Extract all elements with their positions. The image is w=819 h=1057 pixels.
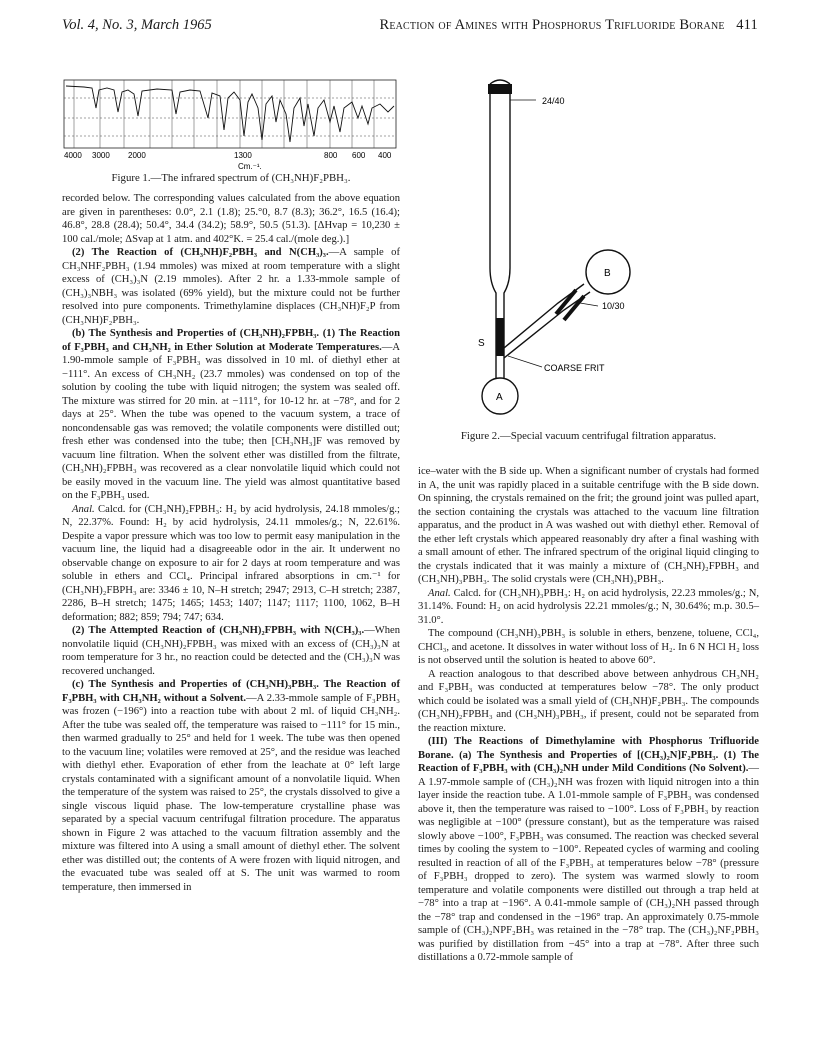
paragraph: (III) The Reactions of Dimethylamine with Phosphorus Trifluoride Borane. (a) The Synthesis and Properties of [(CH₃)₂N]F₂PBH₃. (1) The Reaction of F₃PBH₃ with (CH₃)₂NH under Mild Conditions (No Solvent).—A 1.97-mmole sample of (CH₃)₂NH was frozen with liquid nitrogen into a thin layer inside the reaction tube. A 1.01-mmole sample of F₃PBH₃ was condensed above it, then the temperature was raised to −100°. Loss of F₃PBH₃ by reaction was negligible at −100° (pressure constant), but as the temperature was raised slowly above −100°, F₃PBH₃ was consumed. The reaction was checked several times by cooling the system to −100°. Repeated cycles of warming and cooling resulted in reaction of all of the F₃PBH₃ at temperatures below −78° (pressure of F₃PBH₃ dropped to zero). The system was warmed slowly to room temperature and volatile components were distilled out through a trap held at −78° into a trap at −196°. A 0.41-mmole sample of (CH₃)₂NH passed through the −78° trap and condensed in the −196° trap. An approximately 0.75-mmole sample of (CH₃)₂NPF₂BH₃ was retained in the −78° trap. The (CH₃)₂NF₂PBH₃ was purified by distillation from −45° into a trap at −78°. After three such distillations a 0.72-mmole sample of [418,736,759,963]
figure2-caption: Figure 2.—Special vacuum centrifugal filtration apparatus. [460,430,717,442]
paragraph: Anal. Calcd. for (CH₃NH)₂FPBH₃: H₂ by acid hydrolysis, 24.18 mmoles/g.; N, 22.37%. Found: H₂ by acid hydrolysis, 24.11 mmoles/g.; N, 22.61%. Despite a vapor pressure which was too low to permit easy manipulation in the vacuum line, the liquid had a disagreeable odor in the air. It underwent no observable change on exposure to air for 2 days at room temperature and was soluble in ethers and CCl₄. Principal infrared absorptions in cm.⁻¹ for (CH₃NH)₂FBPH₃ are: 3346 ± 10, N–H stretch; 2947; 2913, C–H stretch; 2387, 2286, B–H stretch; 1475; 1465; 1453; 1407; 1147; 1117; 1100, 1062, B–H deformation; 882; 859; 794; 747; 634. [62,503,400,623]
paragraph: (c) The Synthesis and Properties of (CH₃NH)₃PBH₃. The Reaction of F₃PBH₃ with CH₃NH₂ without a Solvent.—A 2.33-mmole sample of F₃PBH₃ was frozen (−196°) into a reaction tube with about 2 ml. of liquid CH₃NH₂. After the tube was sealed off, the temperature was raised to −111° for 15 min., then warmed gradually to 25° and held for 1 week. The tube was then opened to the vacuum line; volatiles were removed at 25°, and the residue was leached with diethyl ether. Evaporation of ether from the leachate at 0° left large crystals contaminated with a significant amount of a nonvolatile liquid. When the temperature of the system was raised to 25°, the crystals dissolved to give a single viscous liquid phase. The low-temperature crystalline phase was separated by a special vacuum centrifugal filtration procedure. The apparatus shown in Figure 2 was attached to the vacuum filtration assembly and the mixture was filtered into A using a small amount of diethyl ether. The solvent ether was distilled out; the contents of A were frozen with liquid nitrogen, and the evacuated tube was sealed off at S. The unit was warmed to room temperature, then immersed in [62,679,400,893]
label-10-30: 10/30 [602,301,625,311]
anal-label: Anal. [428,587,451,599]
tick-label-2000: 2000 [128,151,146,160]
ir-spectrum-figure [62,78,400,170]
label-24-40: 24/40 [542,96,565,106]
figure1-caption: Figure 1.—The infrared spectrum of (CH₃NH)F₂PBH₃. [111,172,351,184]
right-column [418,465,759,965]
label-bulb-b: B [604,268,611,279]
section-heading: (2) The Reaction of (CH₃NH)F₂PBH₃ and N(CH₃)₃. [72,247,329,258]
paragraph: Anal. Calcd. for (CH₃NH)₃PBH₃: H₂ on acid hydrolysis, 22.23 mmoles/g.; N, 31.14%. Found: H₂ on acid hydrolysis 22.21 mmoles/g.; N, 30.64%; m.p. 30.5–31.0°. [418,587,759,626]
paragraph: ice–water with the B side up. When a significant number of crystals had formed in A, the unit was rapidly placed in a suitable centrifuge with the B side down. On spinning, the crystals remained on the frit; the ground joint was pulled apart, the section containing the crystals was attached to the vacuum line filtration apparatus, and the product in A was washed out with diethyl ether. Removal of the ether left crystals which appeared reasonably dry after a final washing with a small amount of ether. The infrared spectrum of the original liquid clinging to the crystals indicated that it was mainly a mixture of (CH₃NH)₂FPBH₃ and (CH₃NH)₃PBH₃. The solid crystals were (CH₃NH)₃PBH₃. [418,466,759,585]
label-coarse-frit: COARSE FRIT [544,363,605,373]
axis-label: Cm.⁻¹. [238,162,262,170]
anal-label: Anal. [72,503,95,515]
tick-label-400: 400 [378,151,392,160]
page-number: 411 [736,17,758,33]
paragraph: The compound (CH₃NH)₃PBH₃ is soluble in ethers, benzene, toluene, CCl₄, CHCl₃, and acetone. It dissolves in water without loss of H₂. In 6 N HCl H₂ loss is not observed until the solution is heated to above 60°. [418,628,759,666]
paragraph: recorded below. The corresponding values calculated from the above equation are given in parentheses: 0.0°, 2.1 (1.8); 25.°0, 8.7 (8.3); 36.2°, 16.5 (16.4); 46.8°, 28.8 (28.4); 50.4°, 34.4 (34.2); 58.9°, 50.5 (51.3). [ΔHvap = 10,230 ± 100 cal./mole; ΔSvap at 1 atm. and 402°K. = 25.4 cal./(mole deg.).] [62,193,400,245]
journal-citation: Vol. 4, No. 3, March 1965 [62,17,212,33]
tick-label-800: 800 [324,151,338,160]
section-heading: (2) The Attempted Reaction of (CH₃NH)₂FPBH₃ with N(CH₃)₃. [72,625,365,636]
section-heading: (b) The Synthesis and Properties of (CH₃NH)₂FPBH₃. (1) The Reaction of F₃PBH₃ and CH₃NH₂ in Ether Solution at Moderate Temperatures. [62,328,400,353]
tick-label-4000: 4000 [64,151,82,160]
running-header [62,17,758,37]
label-bulb-a: A [496,392,503,403]
article-title: Reaction of Amines with Phosphorus Trifluoride Borane [379,17,725,33]
paragraph: (2) The Attempted Reaction of (CH₃NH)₂FPBH₃ with N(CH₃)₃.—When nonvolatile liquid (CH₃NH)₂FPBH₃ was mixed with an excess of (CH₃)₃N at room temperature for 3 hr., no reaction could be detected and the (CH₃)₃N was recovered unchanged. [62,625,400,677]
tick-label-3000: 3000 [92,151,110,160]
paragraph: (b) The Synthesis and Properties of (CH₃NH)₂FPBH₃. (1) The Reaction of F₃PBH₃ and CH₃NH₂ in Ether Solution at Moderate Temperatures.—A 1.90-mmole sample of F₃PBH₃ was dissolved in 10 ml. of diethyl ether at −111°. An excess of CH₃NH₂ (23.7 mmoles) was condensed on top of the solution by cooling the tube with liquid nitrogen; the system was sealed off. The mixture was stirred for 20 min. at −111°, for 10-12 hr. at −78°, and for 2 days at 25°. When the tube was opened to the vacuum system, a trace of noncondensable gas was removed; the volatile components were distilled out; fresh ether was condensed into the tube; then [CH₃NH₃]F was removed by vacuum line filtration. When the solvent ether was distilled from the filtrate, (CH₃NH)₂FPBH₃ was recovered as a clear nonvolatile liquid which could not be easily moved in the vacuum line. The yield was almost quantitative based on the F₃PBH₃ used. [62,328,400,501]
section-heading: (III) The Reactions of Dimethylamine with Phosphorus Trifluoride Borane. (a) The Synthesis and Properties of [(CH₃)₂N]F₂PBH₃. (1) The Reaction of F₃PBH₃ with (CH₃)₂NH under Mild Conditions (No Solvent). [418,736,759,774]
paragraph: (2) The Reaction of (CH₃NH)F₂PBH₃ and N(CH₃)₃.—A sample of CH₃NHF₂PBH₃ (1.94 mmoles) was mixed at room temperature with a slight excess of (CH₃)₃N (2.19 mmoles). After 2 hr. a 1.33-mmole sample of (CH₃)₃NBH₃ was isolated (69% yield), but the mixture could not be further resolved into pure components. Trimethylamine displaces (CH₃NH)F₂P from (CH₃NH)F₂PBH₃. [62,247,400,326]
tick-label-600: 600 [352,151,366,160]
paragraph: A reaction analogous to that described above between anhydrous CH₃NH₂ and F₃PBH₃ was conducted at temperatures below −78°. The only product which could be isolated was a small yield of (CH₃NH)F₂PBH₃. The compounds (CH₃NH)₂FPBH₃ and (CH₃NH)₃PBH₃, if present, could not be separated from the reaction mixture. [418,668,759,734]
section-heading: (c) The Synthesis and Properties of (CH₃NH)₃PBH₃. The Reaction of F₃PBH₃ with CH₃NH₂ without a Solvent. [62,679,400,704]
filtration-apparatus-figure [418,78,759,426]
label-stopcock-s: S [478,338,485,349]
header-right [379,17,758,34]
spectrum-trace [66,86,394,142]
tick-label-1300: 1300 [234,151,252,160]
left-column [62,192,400,894]
